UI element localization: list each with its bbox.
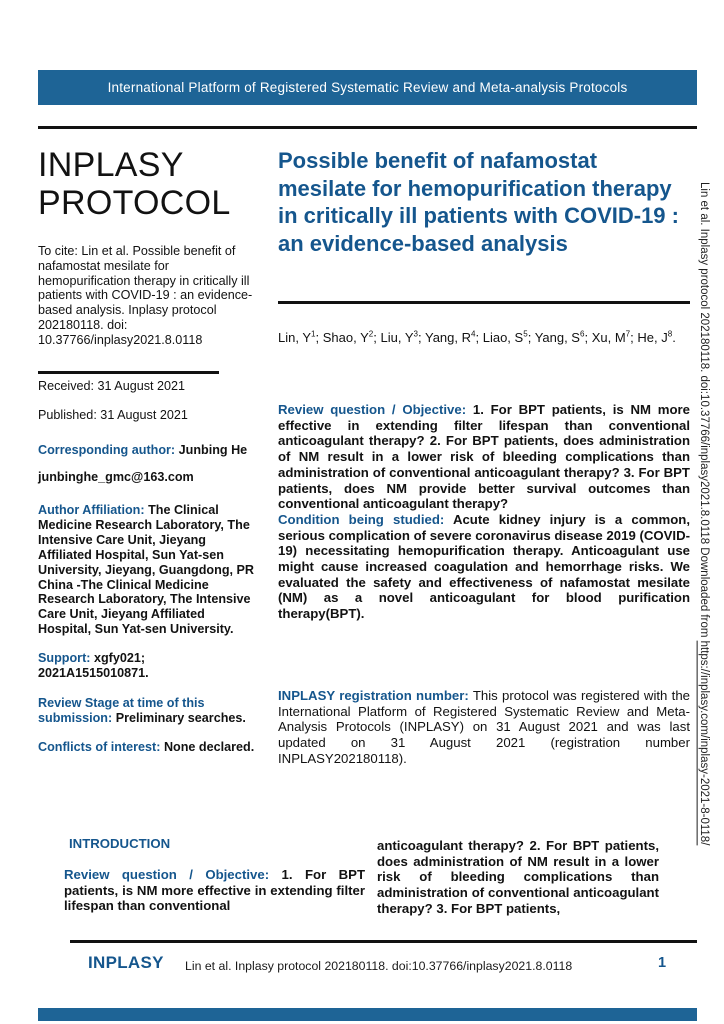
introduction-heading: INTRODUCTION [69,836,171,851]
conflicts-field [38,740,259,755]
footer-divider [70,940,697,943]
corresponding-author-name: Junbing He [178,442,248,457]
affiliation-label: Author Affiliation: [38,503,145,518]
review-stage-text: Preliminary searches. [115,710,246,725]
left-divider [38,371,219,374]
top-divider [38,126,697,129]
title-divider [278,301,690,304]
introduction-column-1 [64,836,365,914]
conflicts-label: Conflicts of interest: [38,740,161,755]
authors-line: Lin, $Y^1$; Shao, $Y^2$; Liu, $Y^3$; Yang, $R^4$; Liao, $S^5$; Yang, $S^6$; Xu, $M^7$; He, $J^8$. [278,329,676,345]
abstract-sections [278,402,690,622]
review-stage-field [38,696,259,726]
article-title: Possible benefit of nafamostat mesilate for hemopurification therapy in critically ill patients with COVID-19 : an evidence-based analysis [278,148,679,256]
masthead-line1: INPLASY [38,146,184,184]
support-field [38,651,259,681]
left-column [38,146,259,770]
condition-section [278,512,690,622]
corresponding-author-label: Corresponding author: [38,442,176,457]
introduction-paragraph-start [64,867,365,914]
registration-section [278,688,690,767]
affiliation-text: The Clinical Medicine Research Laboratory, The Intensive Care Unit, Jieyang Affiliated Hospital, Sun Yat-sen University, Jieyang, Guangdong, PR China -The Clinical Medicine Research Laboratory, The Intensive Care Unit, Jieyang Affiliated Hospital, Sun Yat-sen University. [38,503,254,637]
page-number: 1 [658,955,667,971]
condition-label: Condition being studied: [278,511,445,527]
published-date: Published: 31 August 2021 [38,407,188,422]
corresponding-author-email: junbinghe_gmc@163.com [38,470,194,485]
review-question-section [278,402,690,512]
masthead-line2: PROTOCOL [38,184,231,223]
support-text: xgfy021; 2021A1515010871. [38,651,149,680]
platform-banner-text: International Platform of Registered Systematic Review and Meta-analysis Protocols [107,80,628,95]
received-date: Received: 31 August 2021 [38,378,186,393]
bottom-banner-bar [38,1008,697,1021]
sidebar-citation-text: Lin et al. Inplasy protocol 202180118. doi:10.37766/inplasy2021.8.0118 Downloaded from [698,182,710,641]
affiliation-field [38,503,259,637]
registration-text: This protocol was registered with the International Platform of Registered Systematic Review and Meta-Analysis Protocols (INPLASY) on 31 August 2021 and was last updated on 31 August 2021 (registration number INPLASY202180118). [278,688,691,766]
review-question-label: Review question / Objective: [278,402,467,417]
condition-text: Acute kidney injury is a common, serious complication of severe coronavirus disease 2019 (COVID-19) necessitating hemopurification therapy. Anticoagulant use might cause increased coagulation and hemorrhage risks. We evaluated the safety and effectiveness of nafamostat mesilate (NM) as a novel anticoagulant for blood purification therapy(BPT). [278,511,690,622]
corresponding-author-field [38,443,259,458]
platform-banner [38,70,697,105]
sidebar-download-note [698,182,710,972]
citation-note: To cite: Lin et al. Possible benefit of nafamostat mesilate for hemopurification therapy in critically ill patients with COVID-19 : an evidence-based analysis. Inplasy protocol 202180118. doi: 10.37766/inplasy2021.8.0118 [38,243,253,347]
introduction-objective-text: 1. For BPT patients, is NM more effective in extending filter lifespan than conventional [64,867,365,914]
conflicts-text: None declared. [163,740,255,755]
introduction-objective-label: Review question / Objective: [64,867,270,882]
review-stage-label: Review Stage at time of this submission: [38,695,205,725]
masthead [38,146,259,223]
footer-brand: INPLASY [88,953,164,972]
review-question-text: 1. For BPT patients, is NM more effective in extending filter lifespan than conventional anticoagulant therapy? 2. For BPT patients, does administration of NM result in a lower risk of bleeding complications than administration of conventional anticoagulant therapy? 3. For BPT patients, does NM provide better survival outcomes than conventional anticoagulant therapy? [278,402,690,512]
footer-citation: Lin et al. Inplasy protocol 202180118. doi:10.37766/inplasy2021.8.0118 [185,959,573,973]
introduction-column-2 [377,838,659,917]
introduction-paragraph-continued: anticoagulant therapy? 2. For BPT patients, does administration of NM result in a lower risk of bleeding complications than administration of conventional anticoagulant therapy? 3. For BPT patients, [377,838,659,916]
registration-label: INPLASY registration number: [278,688,469,703]
support-label: Support: [38,651,91,665]
sidebar-url: https://inplasy.com/inplasy-2021-8-0118/ [698,640,710,846]
